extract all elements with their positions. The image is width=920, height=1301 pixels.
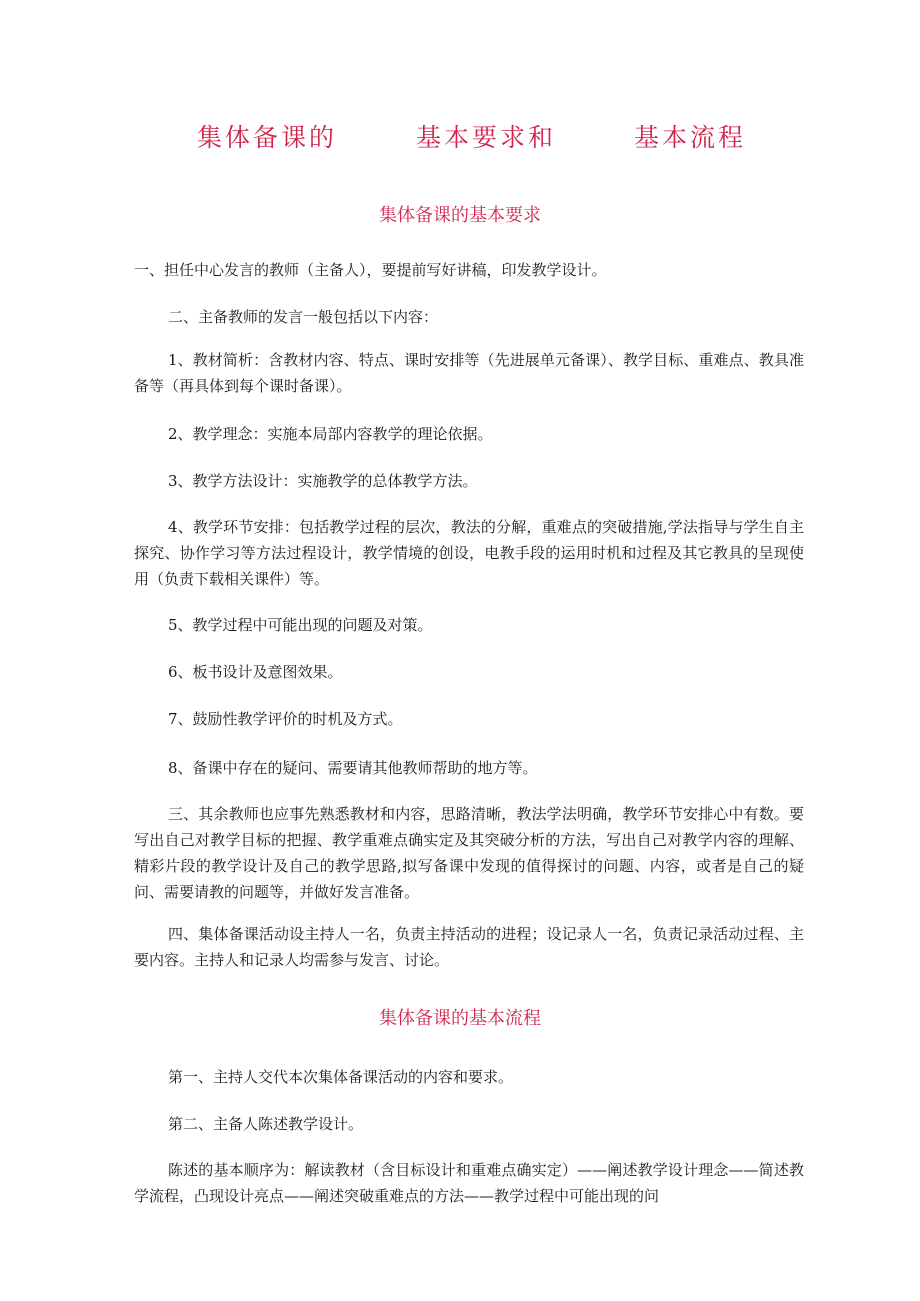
paragraph: 2、教学理念：实施本局部内容教学的理论依据。 (168, 425, 493, 443)
paragraph: 7、鼓励性教学评价的时机及方式。 (168, 710, 403, 728)
section-heading-process: 集体备课的基本流程 (379, 1008, 541, 1029)
paragraph: 二、主备教师的发言一般包括以下内容： (168, 308, 439, 326)
paragraph: 第一、主持人交代本次集体备课活动的内容和要求。 (168, 1068, 514, 1086)
paragraph: 第二、主备人陈述教学设计。 (168, 1115, 364, 1133)
paragraph: 陈述的基本顺序为：解读教材（含目标设计和重难点确实定）——阐述教学设计理念——简述教学流程，凸现设计亮点——阐述突破重难点的方法——教学过程中可能出现的问 (134, 1161, 804, 1205)
paragraph: 三、其余教师也应事先熟悉教材和内容，思路清晰，教法学法明确，教学环节安排心中有数。要写出自己对教学目标的把握、教学重难点确实定及其突破分析的方法，写出自己对教学内容的理解、精彩片段的教学设计及自己的教学思路,拟写备课中发现的值得探讨的问题、内容，或者是自己的疑问、需要请教的问题等，并做好发言准备。 (134, 805, 804, 901)
paragraph: 一、担任中心发言的教师（主备人），要提前写好讲稿，印发教学设计。 (134, 261, 607, 279)
title-part-3: 基本流程 (634, 123, 747, 152)
title-part-2: 基本要求和 (416, 123, 557, 152)
paragraph: 8、备课中存在的疑问、需要请其他教师帮助的地方等。 (168, 759, 538, 777)
paragraph: 3、教学方法设计：实施教学的总体教学方法。 (168, 472, 478, 490)
title-part-1: 集体备课的 (197, 123, 338, 152)
paragraph: 1、教材简析：含教材内容、特点、课时安排等（先进展单元备课）、教学目标、重难点、教具准备等（再具体到每个课时备课）。 (134, 351, 804, 395)
document-title (0, 118, 920, 158)
section-heading-requirements: 集体备课的基本要求 (379, 205, 541, 226)
paragraph: 6、板书设计及意图效果。 (168, 663, 343, 681)
paragraph: 4、教学环节安排：包括教学过程的层次，教法的分解，重难点的突破措施,学法指导与学生自主探究、协作学习等方法过程设计，教学情境的创设，电教手段的运用时机和过程及其它教具的呈现使用（负责下载相关课件）等。 (134, 518, 804, 588)
paragraph: 5、教学过程中可能出现的问题及对策。 (168, 616, 433, 634)
paragraph: 四、集体备课活动设主持人一名，负责主持活动的进程；设记录人一名，负责记录活动过程、主要内容。主持人和记录人均需参与发言、讨论。 (134, 925, 804, 969)
